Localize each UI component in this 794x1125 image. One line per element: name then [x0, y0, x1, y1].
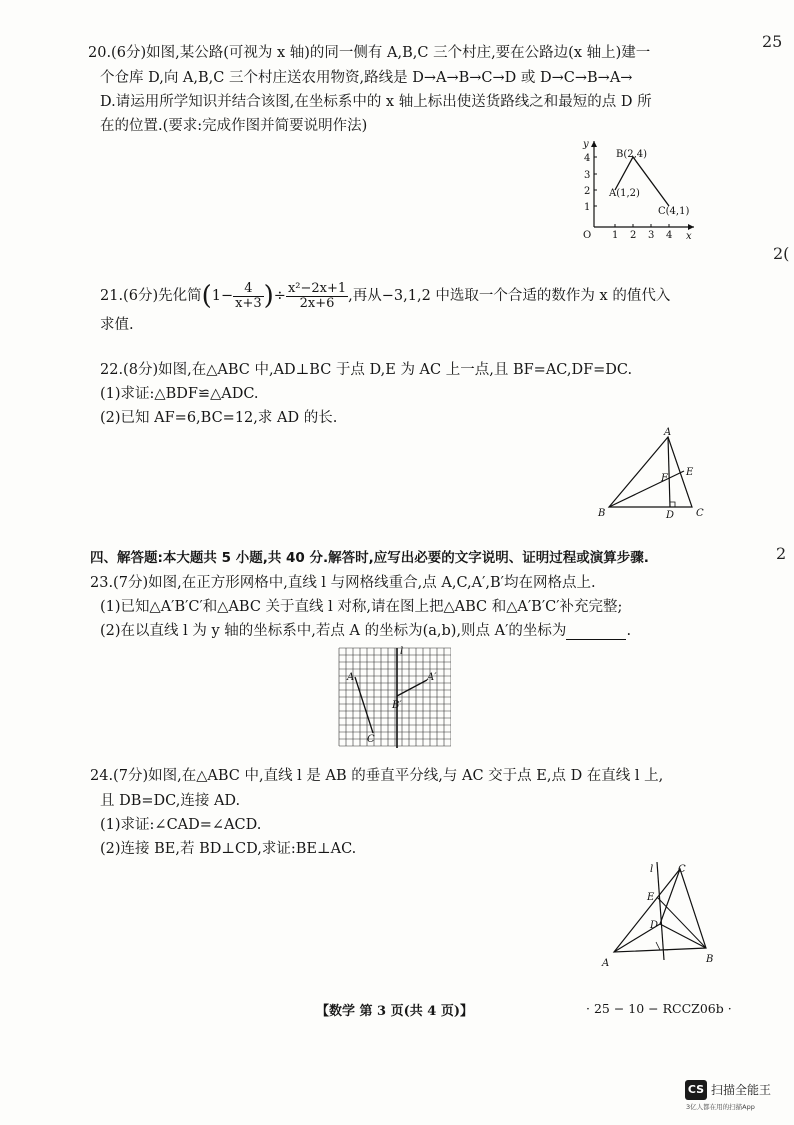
q23-label-A: A — [347, 672, 355, 683]
q20-origin-label: O — [583, 230, 592, 240]
edge-mark-low: 2 — [776, 544, 787, 563]
q20-point-B-label: B(2,4) — [616, 149, 648, 160]
q23-label-B-prime: B′ — [392, 700, 402, 711]
q22-label-F: F — [661, 473, 668, 484]
camscanner-tagline: 3亿人都在用的扫描App — [686, 1103, 755, 1111]
q24-label-C: C — [678, 864, 686, 875]
q20-y-tick-2: 2 — [584, 186, 591, 197]
edge-mark-mid: 2( — [773, 244, 790, 263]
q24-line-4: (2)连接 BE,若 BD⊥CD,求证:BE⊥AC. — [100, 841, 357, 857]
q20-line-3: D.请运用所学知识并结合该图,在坐标系中的 x 轴上标出使送货路线之和最短的点 D 所 — [100, 94, 652, 110]
q21-one-minus: 1− — [211, 288, 234, 304]
q21-left-paren: ( — [201, 281, 212, 311]
q21-line-2: 求值. — [100, 317, 134, 333]
q22-triangle-figure — [596, 424, 708, 520]
q20-coordinate-figure — [580, 135, 700, 240]
camscanner-name: 扫描全能王 — [711, 1083, 772, 1097]
q22-label-E: E — [686, 467, 694, 478]
q23-line-1: 23.(7分)如图,在正方形网格中,直线 l 与网格线重合,点 A,C,A′,B′均在网格点上. — [90, 575, 596, 591]
q23-grid-figure — [335, 644, 451, 748]
q20-y-tick-1: 1 — [584, 202, 591, 213]
q23-label-C: C — [367, 734, 375, 745]
q21-fraction-2-numerator: x²−2x+1 — [287, 280, 347, 296]
camscanner-logo-icon: CS — [685, 1080, 707, 1100]
q24-label-E: E — [647, 892, 655, 903]
q20-point-C-label: C(4,1) — [658, 206, 690, 217]
q21-line-1 — [100, 281, 670, 311]
q20-x-tick-3: 3 — [648, 230, 655, 240]
q21-suffix: ,再从−3,1,2 中选取一个合适的数作为 x 的值代入 — [348, 288, 671, 304]
q21-fraction-2 — [286, 282, 348, 311]
q24-line-1: 24.(7分)如图,在△ABC 中,直线 l 是 AB 的垂直平分线,与 AC 交于点 E,点 D 在直线 l 上, — [90, 768, 664, 784]
edge-page-number: 25 — [762, 32, 783, 51]
q20-x-axis-label: x — [686, 231, 692, 240]
q21-fraction-1-numerator: 4 — [233, 282, 264, 297]
footer-page-info: 【数学 第 3 页(共 4 页)】 — [316, 1004, 474, 1019]
q23-line-2: (1)已知△A′B′C′和△ABC 关于直线 l 对称,请在图上把△ABC 和△A′B′C′补充完整; — [100, 599, 623, 615]
q24-line-3: (1)求证:∠CAD=∠ACD. — [100, 817, 262, 833]
q20-x-tick-4: 4 — [666, 230, 673, 240]
q21-fraction-1-denominator: x+3 — [235, 295, 262, 311]
q24-label-l: l — [650, 864, 654, 875]
q21-fraction-1 — [233, 282, 264, 311]
q22-label-D: D — [666, 510, 675, 520]
footer-code: · 25 − 10 − RCCZ06b · — [586, 1001, 732, 1016]
q22-label-A: A — [664, 427, 672, 438]
q24-line-2: 且 DB=DC,连接 AD. — [100, 793, 241, 809]
q24-label-A: A — [602, 958, 610, 969]
q20-point-A-label: A(1,2) — [609, 188, 640, 199]
q20-line-2: 个仓库 D,向 A,B,C 三个村庄送农用物资,路线是 D→A→B→C→D 或 D→C→B→A→ — [100, 70, 633, 86]
q20-line-4: 在的位置.(要求:完成作图并简要说明作法) — [100, 118, 368, 134]
q22-label-B: B — [598, 508, 606, 519]
q22-line-1: 22.(8分)如图,在△ABC 中,AD⊥BC 于点 D,E 为 AC 上一点,且 BF=AC,DF=DC. — [100, 362, 633, 378]
q21-prefix: 21.(6分)先化简 — [100, 288, 202, 304]
q22-label-C: C — [696, 508, 704, 519]
q23-line-3-end: . — [626, 623, 632, 639]
q21-right-paren: ) — [263, 281, 274, 311]
q20-y-axis-label: y — [583, 139, 589, 150]
q20-y-tick-4: 4 — [584, 153, 591, 164]
q20-y-tick-3: 3 — [584, 170, 591, 181]
q21-fraction-2-denominator: 2x+6 — [299, 295, 335, 311]
q24-triangle-figure — [598, 860, 722, 972]
q21-divide-sign: ÷ — [273, 288, 286, 304]
q23-line-3-text: (2)在以直线 l 为 y 轴的坐标系中,若点 A 的坐标为(a,b),则点 A′的坐标为 — [100, 623, 567, 639]
q23-line-3 — [100, 622, 631, 640]
section-4-heading: 四、解答题:本大题共 5 小题,共 40 分.解答时,应写出必要的文字说明、证明过程或演算步骤. — [90, 550, 649, 566]
q22-line-3: (2)已知 AF=6,BC=12,求 AD 的长. — [100, 410, 338, 426]
q20-x-tick-2: 2 — [630, 230, 637, 240]
q24-label-B: B — [706, 954, 714, 965]
q24-label-D: D — [650, 920, 659, 931]
q23-label-l: l — [400, 646, 404, 657]
q20-line-1: 20.(6分)如图,某公路(可视为 x 轴)的同一侧有 A,B,C 三个村庄,要在公路边(x 轴上)建一 — [88, 45, 651, 61]
q22-line-2: (1)求证:△BDF≌△ADC. — [100, 386, 259, 402]
q20-x-tick-1: 1 — [612, 230, 619, 240]
q23-answer-blank[interactable] — [566, 625, 626, 640]
q23-label-A-prime: A′ — [427, 672, 437, 683]
